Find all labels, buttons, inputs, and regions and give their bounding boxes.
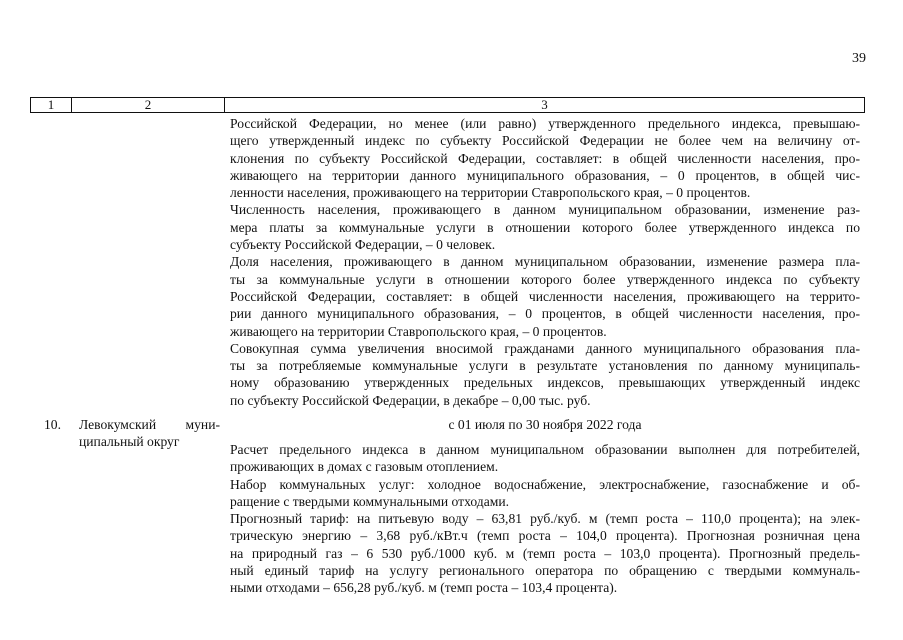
text-line: по субъекту Российской Федерации, в декабре – 0,00 тыс. руб.: [230, 392, 591, 408]
text-line: Расчет предельного индекса в данном муниципальном образовании выполнен для потребителей,: [230, 442, 860, 457]
text-line: ленности населения, проживающего на территории Ставропольского края, – 0 процентов.: [230, 185, 751, 201]
paragraph: [230, 476, 860, 511]
text-line: мера платы за коммунальные услуги в отношении которого более утвержденного индекса по: [230, 219, 860, 235]
municipality-name-line: Левокумский муни-: [79, 417, 220, 432]
page-number: 39: [852, 51, 866, 66]
paragraph: [230, 441, 860, 476]
header-col-2: 2: [72, 98, 225, 112]
text-line: проживающих в домах с газовым отоплением.: [230, 459, 499, 475]
text-line: живающего на территории данного муниципального образования, – 0 процентов, в общей чис-: [230, 167, 860, 183]
text-line: ращение с твердыми коммунальными отходами.: [230, 493, 510, 509]
text-line: Доля населения, проживающего в данном муниципальном образовании, изменение размера пла-: [230, 254, 860, 270]
header-col-3: 3: [541, 97, 548, 112]
text-line: ты за потребляемые коммунальные услуги в результате установления по данному муниципаль-: [230, 358, 860, 374]
text-line: Набор коммунальных услуг: холодное водоснабжение, электроснабжение, газоснабжение и об-: [230, 476, 860, 492]
text-line: ному образованию утвержденных предельных индексов, превышающих утвержденный индекс: [230, 375, 860, 391]
text-line: Российской Федерации, составляет: в общей численности населения, проживающего на террито-: [230, 288, 860, 304]
text-line: ты за коммунальные услуги в отношении которого более утвержденного индекса по субъекту: [230, 271, 860, 287]
text-line: Российской Федерации, но менее (или равно) утвержденного предельного индекса, превышаю-: [230, 116, 860, 131]
text-line: живающего на территории Ставропольского края, – 0 процентов.: [230, 323, 607, 339]
row10-text-block: [230, 441, 860, 597]
paragraph: [230, 201, 860, 253]
text-line: ными отходами – 656,28 руб./куб. м (темп роста – 103,4 процента).: [230, 580, 618, 596]
paragraph: [230, 253, 860, 339]
period-heading: с 01 июля по 30 ноября 2022 года: [448, 417, 642, 432]
table-header-row: [30, 97, 865, 113]
row-number: 10.: [44, 417, 61, 432]
paragraph: [230, 340, 860, 409]
paragraph: [230, 510, 860, 596]
text-line: на природный газ – 6 530 руб./1000 куб. м (темп роста – 103,0 процента). Прогнозный предель-: [230, 545, 860, 561]
text-line: рии данного муниципального образования, – 0 процентов, в общей численности населения, про-: [230, 306, 860, 322]
text-line: Совокупная сумма увеличения вносимой гражданами данного муниципального образования пла-: [230, 340, 860, 356]
paragraph: [230, 115, 860, 201]
continued-text-block: [230, 115, 860, 409]
text-line: клонения по субъекту Российской Федерации, составляет: в общей численности населения, про-: [230, 150, 860, 166]
text-line: субъекту Российской Федерации, – 0 человек.: [230, 237, 496, 253]
text-line: Прогнозный тариф: на питьевую воду – 63,81 руб./куб. м (темп роста – 110,0 процента); на элек-: [230, 511, 860, 527]
text-line: щего утвержденный индекс по субъекту Российской Федерации не более чем на величину от-: [230, 133, 860, 149]
text-line: трическую энергию – 3,68 руб./кВт.ч (темп роста – 104,0 процента). Прогнозная розничная цена: [230, 528, 860, 544]
header-col-1: 1: [31, 98, 72, 112]
municipality-name: [79, 416, 220, 451]
text-line: Численность населения, проживающего в данном муниципальном образовании, изменение раз-: [230, 202, 860, 218]
municipality-name-line: ципальный округ: [79, 434, 180, 450]
text-line: ный единый тариф на услугу регионального оператора по обращению с твердыми коммуналь-: [230, 563, 860, 579]
